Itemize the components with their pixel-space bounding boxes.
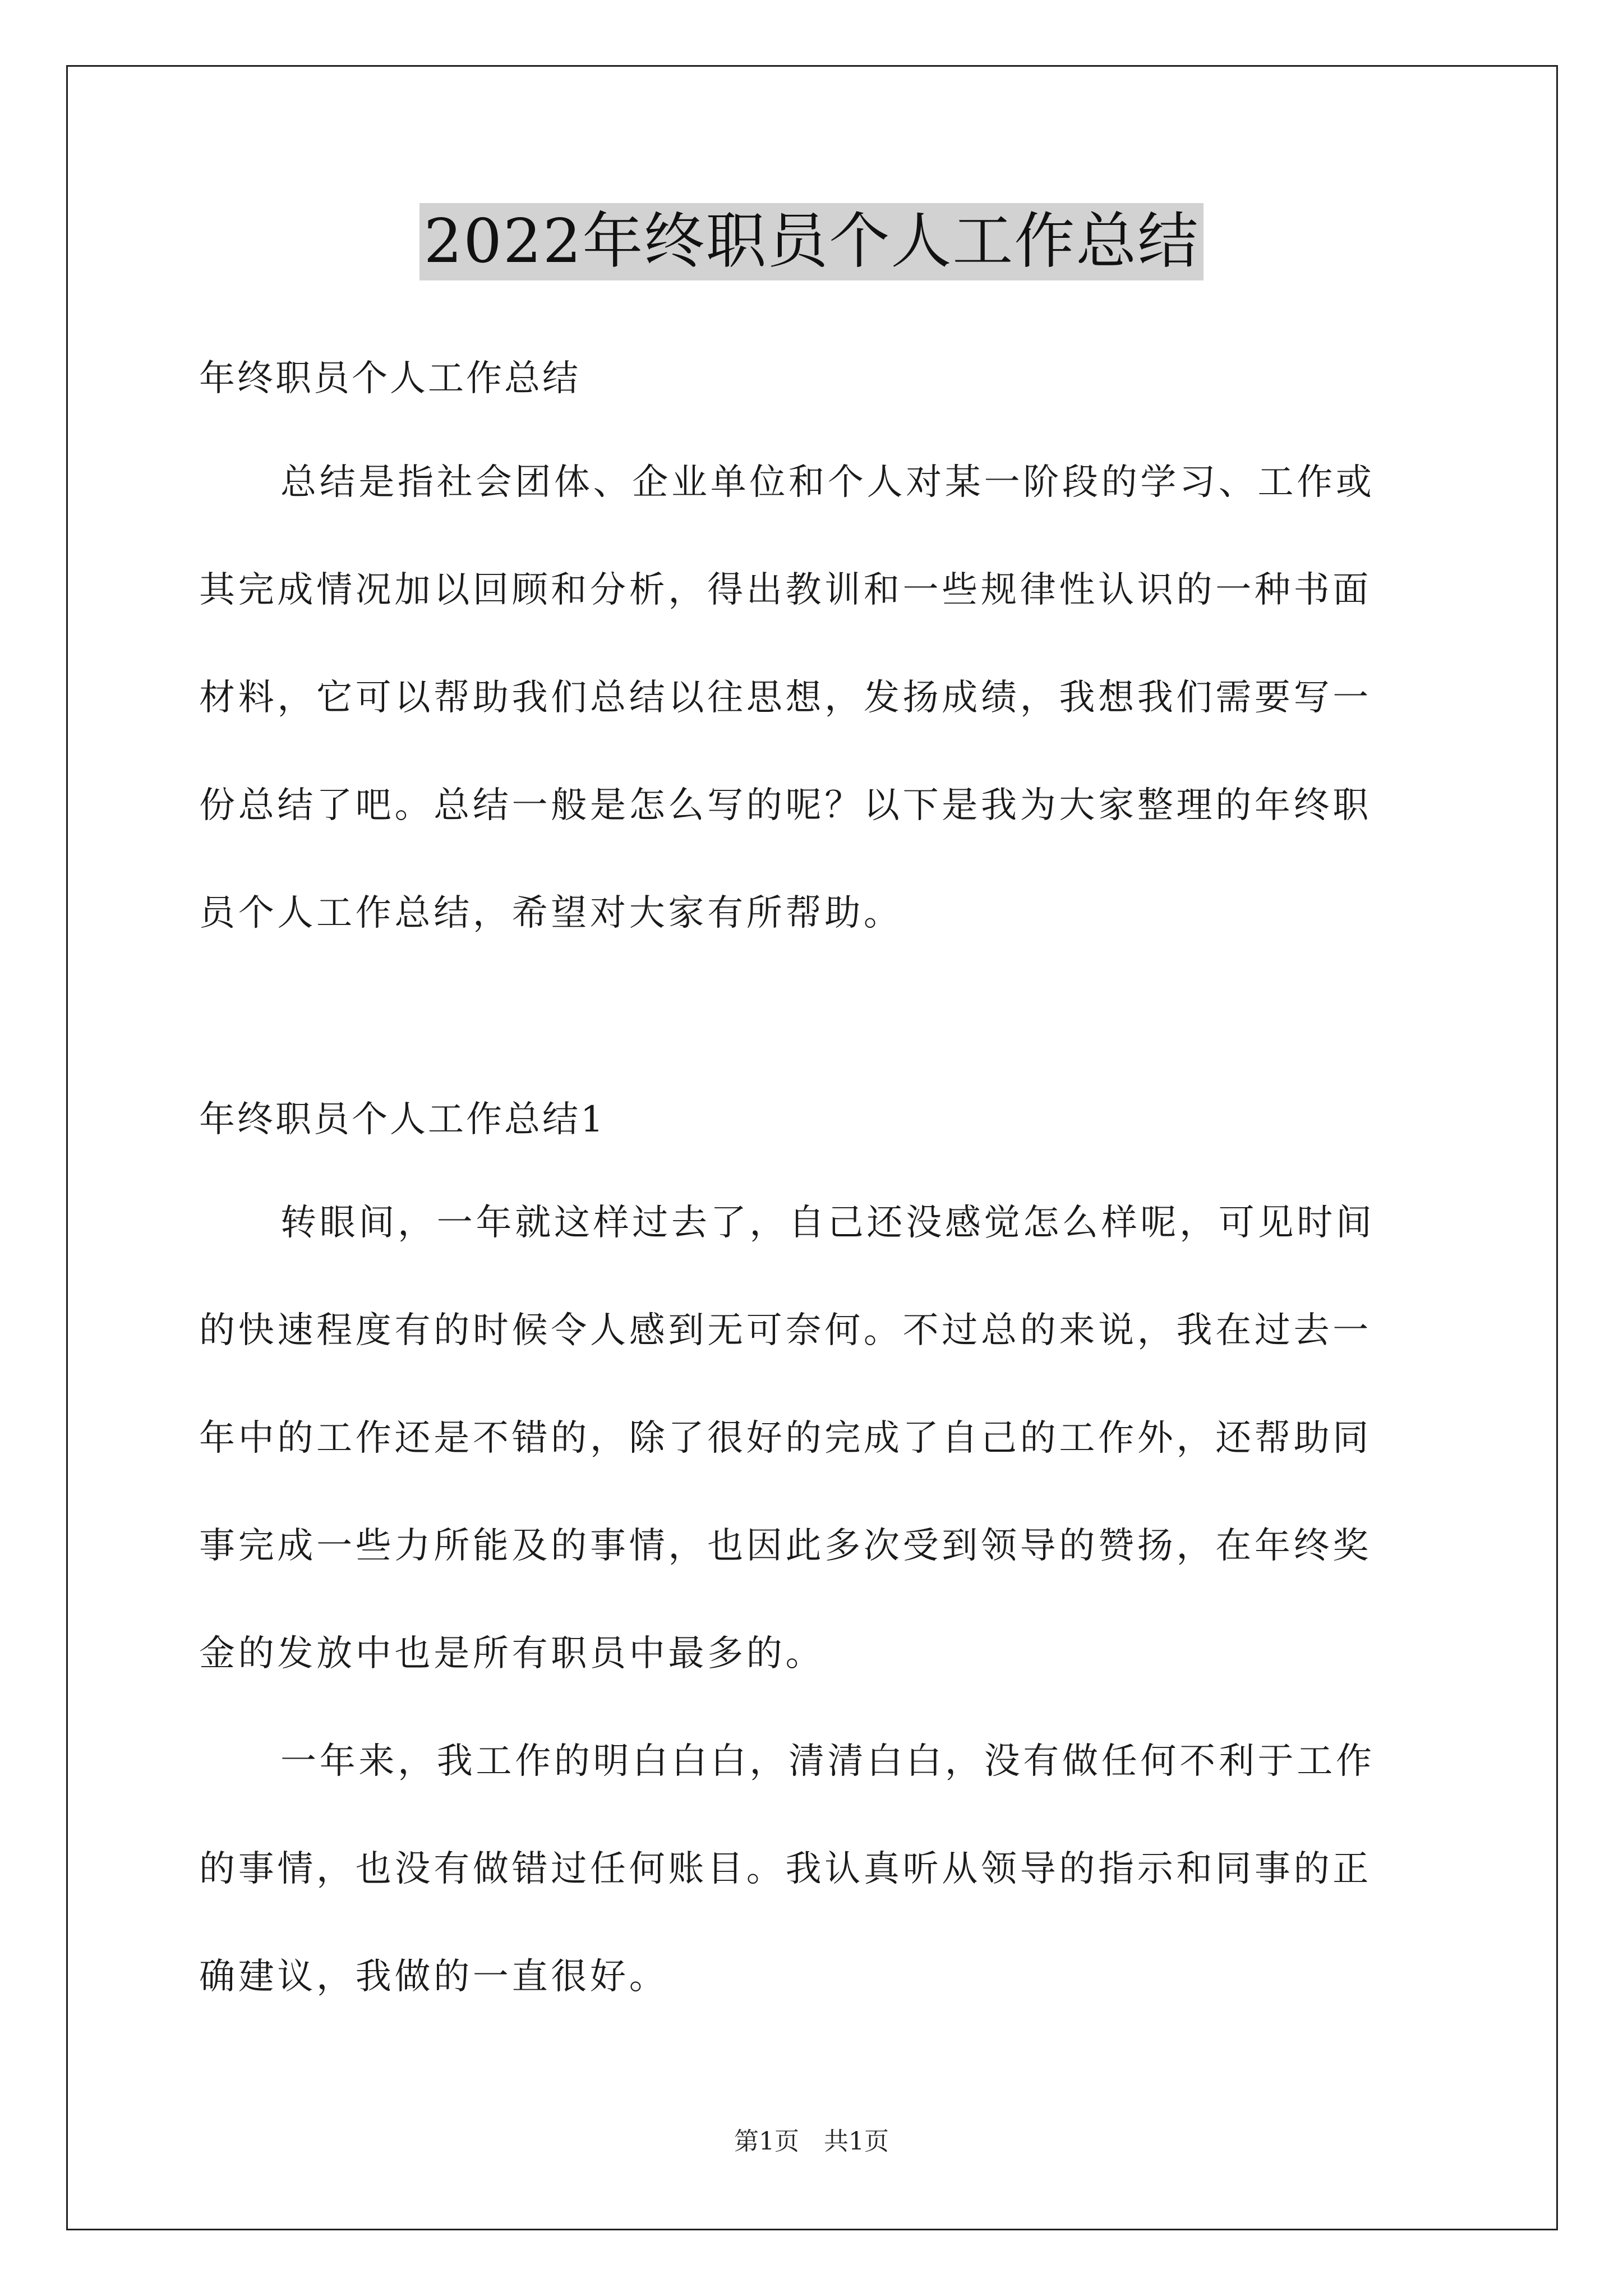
page-footer: 第1页 共1页	[734, 2127, 889, 2156]
para1-line: 金的发放中也是所有职员中最多的。	[199, 1633, 825, 1674]
title-container	[0, 203, 1623, 280]
para2-line: 一年来，我工作的明白白白，清清白白，没有做任何不利于工作	[280, 1741, 1375, 1782]
document-title: 2022年终职员个人工作总结	[419, 203, 1204, 280]
para2-line: 确建议，我做的一直很好。	[199, 1956, 668, 1998]
para2-line: 的事情，也没有做错过任何账目。我认真听从领导的指示和同事的正	[199, 1848, 1372, 1890]
para1-line: 的快速程度有的时候令人感到无可奈何。不过总的来说，我在过去一	[199, 1310, 1372, 1351]
intro-line: 材料，它可以帮助我们总结以往思想，发扬成绩，我想我们需要写一	[199, 677, 1372, 719]
intro-line: 其完成情况加以回顾和分析，得出教训和一些规律性认识的一种书面	[199, 569, 1372, 611]
intro-line: 总结是指社会团体、企业单位和个人对某一阶段的学习、工作或	[280, 462, 1375, 503]
intro-line: 份总结了吧。总结一般是怎么写的呢？以下是我为大家整理的年终职	[199, 785, 1372, 826]
section-heading: 年终职员个人工作总结1	[199, 1099, 606, 1140]
para1-line: 事完成一些力所能及的事情，也因此多次受到领导的赞扬，在年终奖	[199, 1525, 1372, 1567]
intro-line: 员个人工作总结，希望对大家有所帮助。	[199, 892, 903, 934]
document-subtitle: 年终职员个人工作总结	[199, 358, 580, 399]
para1-line: 年中的工作还是不错的，除了很好的完成了自己的工作外，还帮助同	[199, 1418, 1372, 1459]
para1-line: 转眼间，一年就这样过去了，自己还没感觉怎么样呢，可见时间	[280, 1202, 1375, 1244]
